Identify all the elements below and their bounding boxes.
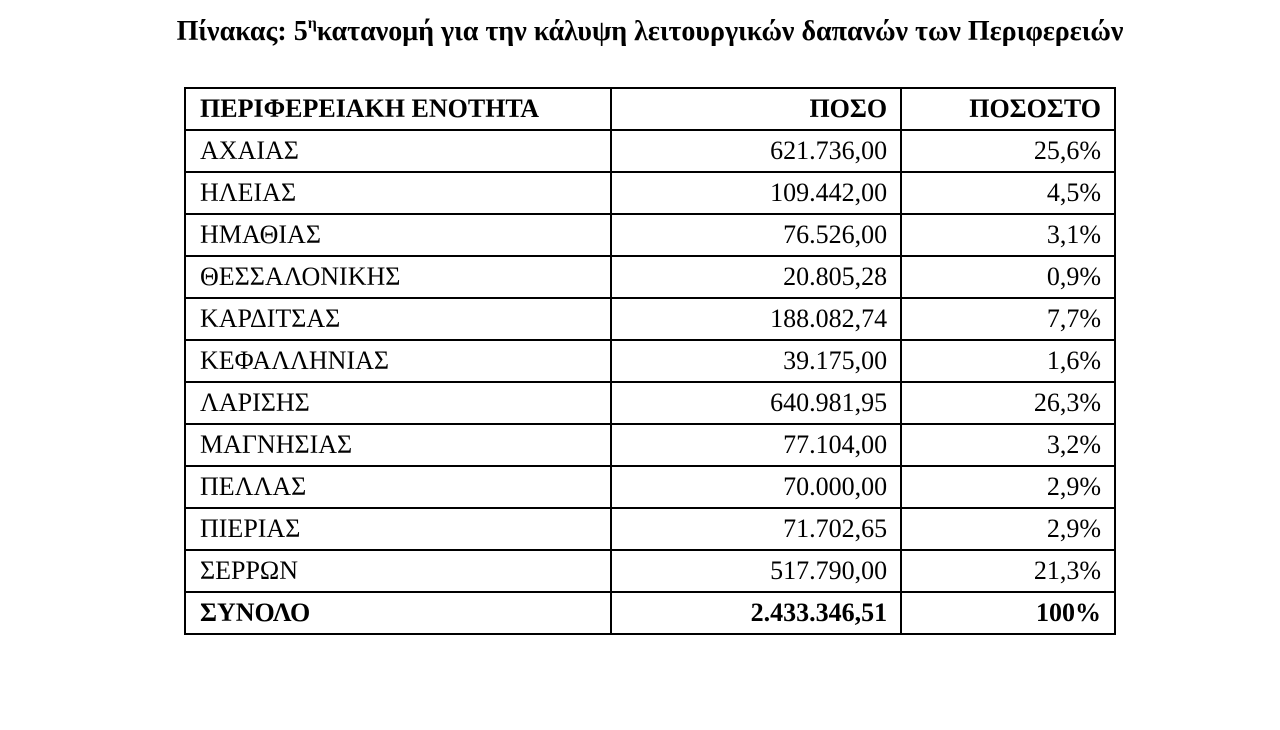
region-cell: ΚΕΦΑΛΛΗΝΙΑΣ (185, 340, 611, 382)
percentage-cell: 3,1% (901, 214, 1115, 256)
document-title (0, 14, 1280, 50)
table-header-row (185, 88, 1115, 130)
region-cell: ΑΧΑΙΑΣ (185, 130, 611, 172)
title-rest: κατανομή για την κάλυψη λειτουργικών δαπανών των Περιφερειών (316, 16, 1124, 47)
amount-cell: 621.736,00 (611, 130, 901, 172)
table-row (185, 340, 1115, 382)
region-cell: ΣΕΡΡΩΝ (185, 550, 611, 592)
table-row (185, 508, 1115, 550)
percentage-cell: 0,9% (901, 256, 1115, 298)
percentage-cell: 3,2% (901, 424, 1115, 466)
allocation-table (184, 87, 1116, 635)
region-cell: ΜΑΓΝΗΣΙΑΣ (185, 424, 611, 466)
table-row (185, 550, 1115, 592)
table-row (185, 424, 1115, 466)
percentage-cell: 4,5% (901, 172, 1115, 214)
percentage-cell: 1,6% (901, 340, 1115, 382)
percentage-cell: 7,7% (901, 298, 1115, 340)
header-amount: ΠΟΣΟ (611, 88, 901, 130)
percentage-cell: 21,3% (901, 550, 1115, 592)
amount-cell: 77.104,00 (611, 424, 901, 466)
title-prefix: Πίνακας: 5 (176, 16, 308, 47)
header-region: ΠΕΡΙΦΕΡΕΙΑΚΗ ΕΝΟΤΗΤΑ (185, 88, 611, 130)
table-row (185, 172, 1115, 214)
header-percentage: ΠΟΣΟΣΤΟ (901, 88, 1115, 130)
total-label-cell: ΣΥΝΟΛΟ (185, 592, 611, 634)
region-cell: ΠΕΛΛΑΣ (185, 466, 611, 508)
percentage-cell: 2,9% (901, 508, 1115, 550)
amount-cell: 109.442,00 (611, 172, 901, 214)
region-cell: ΚΑΡΔΙΤΣΑΣ (185, 298, 611, 340)
percentage-cell: 2,9% (901, 466, 1115, 508)
amount-cell: 76.526,00 (611, 214, 901, 256)
table-row (185, 214, 1115, 256)
table-row (185, 298, 1115, 340)
total-amount-cell: 2.433.346,51 (611, 592, 901, 634)
amount-cell: 71.702,65 (611, 508, 901, 550)
table-row (185, 466, 1115, 508)
total-row (185, 592, 1115, 634)
table-row (185, 130, 1115, 172)
amount-cell: 188.082,74 (611, 298, 901, 340)
table-row (185, 382, 1115, 424)
amount-cell: 640.981,95 (611, 382, 901, 424)
amount-cell: 70.000,00 (611, 466, 901, 508)
title-superscript: η (307, 15, 317, 32)
region-cell: ΗΛΕΙΑΣ (185, 172, 611, 214)
region-cell: ΛΑΡΙΣΗΣ (185, 382, 611, 424)
region-cell: ΠΙΕΡΙΑΣ (185, 508, 611, 550)
region-cell: ΘΕΣΣΑΛΟΝΙΚΗΣ (185, 256, 611, 298)
amount-cell: 517.790,00 (611, 550, 901, 592)
percentage-cell: 25,6% (901, 130, 1115, 172)
table-row (185, 256, 1115, 298)
amount-cell: 20.805,28 (611, 256, 901, 298)
percentage-cell: 26,3% (901, 382, 1115, 424)
amount-cell: 39.175,00 (611, 340, 901, 382)
region-cell: ΗΜΑΘΙΑΣ (185, 214, 611, 256)
total-percentage-cell: 100% (901, 592, 1115, 634)
